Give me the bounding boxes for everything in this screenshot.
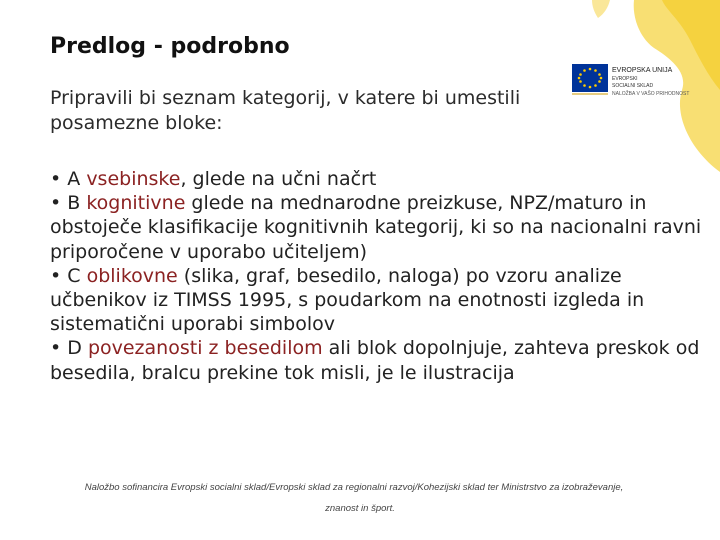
slide-title: Predlog - podrobno: [50, 34, 290, 59]
item-rest: ali blok dopolnjuje, zahteva preskok od besedila, bralcu prekine tok misli, je le ilustracija: [50, 337, 700, 384]
item-highlight: kognitivne: [86, 192, 186, 215]
item-prefix: D: [67, 337, 88, 360]
svg-text:EVROPSKI: EVROPSKI: [612, 76, 638, 82]
item-rest: (slika, graf, besedilo, naloga) po vzoru analize učbenikov iz TIMSS 1995, s poudarkom na enotnosti izgleda in sistematični uporabi simbolov: [50, 264, 645, 336]
item-highlight: vsebinske: [86, 168, 181, 190]
svg-text:EVROPSKA UNIJA: EVROPSKA UNIJA: [612, 67, 673, 74]
item-highlight: povezanosti z besedilom: [87, 337, 323, 360]
list-item: [50, 336, 710, 384]
intro-text: Pripravili bi seznam kategorij, v katere bi umestili posamezne bloke:: [50, 87, 521, 134]
item-highlight: oblikovne: [86, 264, 178, 287]
list-item: [50, 264, 710, 337]
bullet: •: [50, 168, 62, 190]
list-item: [50, 191, 710, 264]
footer-line-2: znanost in šport.: [325, 503, 395, 514]
item-prefix: B: [67, 192, 87, 215]
item-rest: glede na mednarodne preizkuse, NPZ/maturo in obstoječe klasifikacije kognitivnih kategorij, ki so na nacionalni ravni priporočene v uporabo učiteljem): [50, 192, 702, 263]
bullet: •: [50, 337, 62, 360]
svg-text:NALOŽBA V VAŠO PRIHODNOST: NALOŽBA V VAŠO PRIHODNOST: [612, 91, 690, 97]
item-rest: , glede na učni načrt: [180, 168, 377, 190]
bullet: •: [50, 264, 62, 287]
item-prefix: C: [67, 264, 87, 287]
bullet: •: [50, 192, 62, 215]
category-list: [50, 167, 710, 385]
list-item: [50, 167, 710, 191]
svg-text:SOCIALNI SKLAD: SOCIALNI SKLAD: [612, 83, 654, 89]
item-prefix: A: [67, 168, 87, 190]
footer-line-1: Naložbo sofinancira Evropski socialni sklad/Evropski sklad za regionalni razvoj/Kohezijski sklad ter Ministrstvo za izobraževanje,: [84, 482, 624, 493]
